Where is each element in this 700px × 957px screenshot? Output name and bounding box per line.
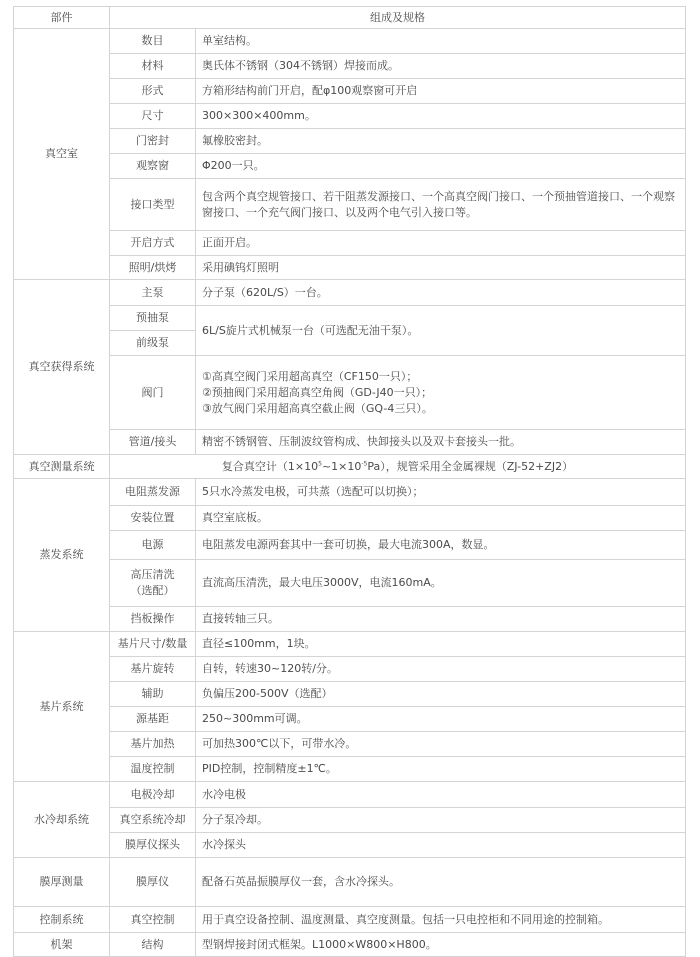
row-label: 基片尺寸/数量 [110, 632, 196, 657]
row-label: 阀门 [110, 356, 196, 430]
valve-line: ②预抽阀门采用超高真空角阀（GD-J40一只）； [202, 385, 433, 399]
row-value [196, 356, 686, 430]
row-label: 基片加热 [110, 732, 196, 757]
row-value: 分子泵冷却。 [196, 808, 686, 833]
row-value: 型钢焊接封闭式框架。L1000×W800×H800。 [196, 933, 686, 957]
row-value: 自转，转速30~120转/分。 [196, 657, 686, 682]
category-control: 控制系统 [14, 907, 110, 933]
header-component: 部件 [14, 7, 110, 29]
measure-suffix: Pa），规管采用全金属裸规（ZJ-52+ZJ2） [367, 459, 574, 473]
spec-table [13, 6, 686, 957]
category-water-cooling: 水冷却系统 [14, 782, 110, 858]
row-value: 用于真空设备控制、温度测量、真空度测量。包括一只电控柜和不同用途的控制箱。 [196, 907, 686, 933]
table-row [14, 560, 686, 607]
table-row [14, 682, 686, 707]
row-label: 尺寸 [110, 104, 196, 129]
table-row [14, 732, 686, 757]
table-row [14, 129, 686, 154]
row-label: 安装位置 [110, 506, 196, 531]
row-label: 电阻蒸发源 [110, 479, 196, 506]
row-label: 开启方式 [110, 231, 196, 256]
row-value: 方箱形结构前门开启，配φ100观察窗可开启 [196, 79, 686, 104]
row-label: 真空控制 [110, 907, 196, 933]
row-value: 水冷电极 [196, 782, 686, 808]
row-value: 300×300×400mm。 [196, 104, 686, 129]
table-row [14, 607, 686, 632]
category-substrate: 基片系统 [14, 632, 110, 782]
table-row [14, 280, 686, 306]
table-row [14, 479, 686, 506]
table-row [14, 54, 686, 79]
row-value: 奥氏体不锈钢（304不锈钢）焊接而成。 [196, 54, 686, 79]
category-evaporation: 蒸发系统 [14, 479, 110, 632]
row-value [110, 455, 686, 479]
row-label: 照明/烘烤 [110, 256, 196, 280]
table-header-row [14, 7, 686, 29]
header-spec: 组成及规格 [110, 7, 686, 29]
table-row [14, 179, 686, 231]
measure-exponent: 5 [318, 459, 322, 467]
row-label-line: 高压清洗 [130, 568, 175, 581]
row-label: 温度控制 [110, 757, 196, 782]
table-row [14, 104, 686, 129]
table-row [14, 256, 686, 280]
row-label: 接口类型 [110, 179, 196, 231]
table-row [14, 933, 686, 957]
row-label-line: （选配） [130, 584, 175, 597]
row-value: 负偏压200-500V（选配） [196, 682, 686, 707]
row-label: 膜厚仪 [110, 858, 196, 907]
table-row [14, 531, 686, 560]
table-row [14, 907, 686, 933]
row-label: 源基距 [110, 707, 196, 732]
table-row [14, 79, 686, 104]
row-value: 精密不锈钢管、压制波纹管构成、快卸接头以及双卡套接头一批。 [196, 430, 686, 455]
category-vacuum-measure: 真空测量系统 [14, 455, 110, 479]
category-vacuum-chamber: 真空室 [14, 29, 110, 280]
table-row [14, 808, 686, 833]
row-value: 氟橡胶密封。 [196, 129, 686, 154]
table-row [14, 632, 686, 657]
valve-line: ①高真空阀门采用超高真空（CF150一只）； [202, 369, 418, 383]
row-label: 主泵 [110, 280, 196, 306]
row-value: 电阻蒸发电源两套其中一套可切换，最大电流300A，数显。 [196, 531, 686, 560]
row-value: 真空室底板。 [196, 506, 686, 531]
row-value: 水冷探头 [196, 833, 686, 858]
row-label: 结构 [110, 933, 196, 957]
table-row [14, 154, 686, 179]
row-label: 形式 [110, 79, 196, 104]
valve-line: ③放气阀门采用超高真空截止阀（GQ-4三只）。 [202, 401, 433, 415]
table-row [14, 858, 686, 907]
row-label: 挡板操作 [110, 607, 196, 632]
row-value: 单室结构。 [196, 29, 686, 54]
table-row [14, 356, 686, 430]
row-label [110, 560, 196, 607]
row-value: 5只水冷蒸发电极，可共蒸（选配可以切换）； [196, 479, 686, 506]
row-value: 配备石英晶振膜厚仪一套，含水冷探头。 [196, 858, 686, 907]
row-label: 门密封 [110, 129, 196, 154]
row-value: 250~300mm可调。 [196, 707, 686, 732]
row-label: 预抽泵 [110, 306, 196, 331]
row-value: Φ200一只。 [196, 154, 686, 179]
row-label: 电极冷却 [110, 782, 196, 808]
table-row [14, 306, 686, 331]
table-row [14, 757, 686, 782]
row-value: 可加热300℃以下，可带水冷。 [196, 732, 686, 757]
row-value: 采用碘钨灯照明 [196, 256, 686, 280]
measure-mid: ~1×10 [321, 459, 362, 473]
row-value: 直径≤100mm，1块。 [196, 632, 686, 657]
table-row [14, 833, 686, 858]
row-value: 6L/S旋片式机械泵一台（可选配无油干泵）。 [196, 306, 686, 356]
row-label: 前级泵 [110, 331, 196, 356]
table-row [14, 506, 686, 531]
table-row [14, 455, 686, 479]
table-row [14, 29, 686, 54]
table-row [14, 430, 686, 455]
table-row [14, 782, 686, 808]
measure-exponent: -5 [361, 459, 368, 467]
category-thickness: 膜厚测量 [14, 858, 110, 907]
row-value: 分子泵（620L/S）一台。 [196, 280, 686, 306]
table-row [14, 231, 686, 256]
row-value: PID控制，控制精度±1℃。 [196, 757, 686, 782]
row-value: 包含两个真空规管接口、若干阻蒸发源接口、一个高真空阀门接口、一个预抽管道接口、一个观察窗接口、一个充气阀门接口、以及两个电气引入接口等。 [196, 179, 686, 231]
row-value: 正面开启。 [196, 231, 686, 256]
row-label: 电源 [110, 531, 196, 560]
row-label: 基片旋转 [110, 657, 196, 682]
row-value: 直接转轴三只。 [196, 607, 686, 632]
row-label: 观察窗 [110, 154, 196, 179]
category-vacuum-system: 真空获得系统 [14, 280, 110, 455]
row-label: 辅助 [110, 682, 196, 707]
row-label: 数目 [110, 29, 196, 54]
row-label: 膜厚仪探头 [110, 833, 196, 858]
table-row [14, 657, 686, 682]
row-label: 材料 [110, 54, 196, 79]
category-frame: 机架 [14, 933, 110, 957]
row-label: 管道/接头 [110, 430, 196, 455]
row-label: 真空系统冷却 [110, 808, 196, 833]
table-row [14, 707, 686, 732]
row-value: 直流高压清洗，最大电压3000V，电流160mA。 [196, 560, 686, 607]
measure-prefix: 复合真空计（1×10 [221, 459, 319, 473]
